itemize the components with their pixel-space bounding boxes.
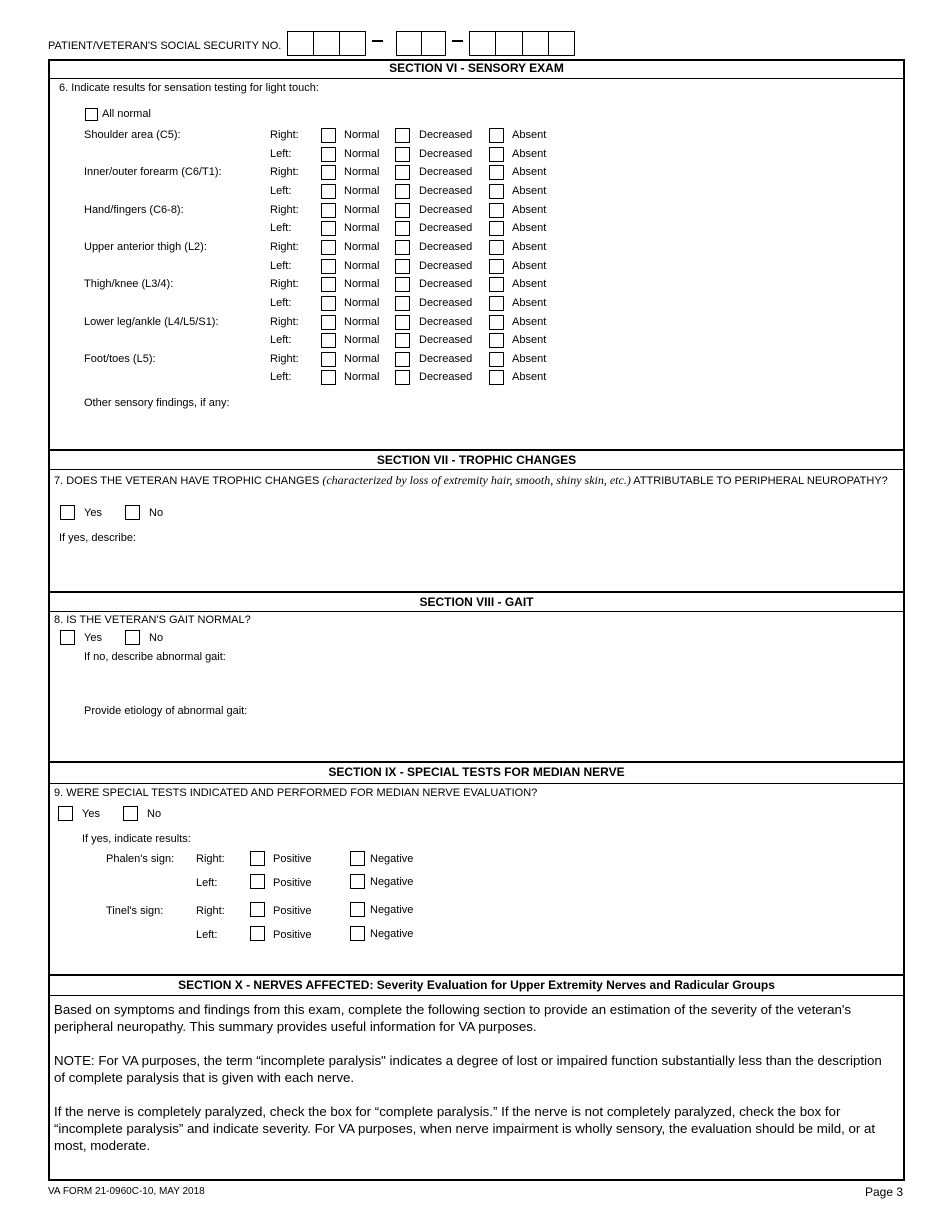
- median-yes-checkbox[interactable]: [58, 806, 73, 821]
- sensory-area-label: Lower leg/ankle (L4/L5/S1):: [84, 316, 219, 328]
- all-normal-checkbox[interactable]: [85, 108, 98, 121]
- all-normal-label: All normal: [102, 108, 151, 120]
- absent-label: Absent: [512, 316, 547, 328]
- side-label-right: Right:: [270, 278, 299, 290]
- negative-label: Negative: [370, 853, 414, 865]
- gait-etiology-label: Provide etiology of abnormal gait:: [84, 705, 248, 717]
- sensory-right-normal-checkbox[interactable]: [321, 203, 336, 218]
- normal-label: Normal: [344, 148, 380, 160]
- positive-label: Positive: [273, 853, 312, 865]
- median-if-yes-label: If yes, indicate results:: [82, 833, 191, 845]
- sensory-left-decreased-checkbox[interactable]: [395, 221, 410, 236]
- side-label-right: Right:: [270, 241, 299, 253]
- section-7-question: 7. DOES THE VETERAN HAVE TROPHIC CHANGES (characterized by loss of extremity hair, smooth, shiny skin, etc.) ATTRIBUTABLE TO PERIPHERAL NEUROPATHY?: [54, 473, 888, 487]
- section-6-title: SECTION VI - SENSORY EXAM: [389, 61, 564, 75]
- tinel-label: Tinel's sign:: [106, 905, 164, 917]
- sensory-right-absent-checkbox[interactable]: [489, 315, 504, 330]
- absent-label: Absent: [512, 185, 547, 197]
- sensory-left-decreased-checkbox[interactable]: [395, 370, 410, 385]
- sensory-right-normal-checkbox[interactable]: [321, 315, 336, 330]
- sensory-area-label: Hand/fingers (C6-8):: [84, 204, 184, 216]
- normal-label: Normal: [344, 260, 380, 272]
- section-10-note: NOTE: For VA purposes, the term “incomplete paralysis" indicates a degree of lost or impaired function substantially less than the description of complete paralysis that is given with each nerve.: [54, 1053, 882, 1085]
- normal-label: Normal: [344, 353, 380, 365]
- absent-label: Absent: [512, 353, 547, 365]
- median-yes-label: Yes: [82, 808, 100, 820]
- sensory-area-label: Thigh/knee (L3/4):: [84, 278, 174, 290]
- sensory-right-decreased-checkbox[interactable]: [395, 128, 410, 143]
- positive-label: Positive: [273, 905, 312, 917]
- ssn-field-part2[interactable]: [396, 31, 446, 56]
- sensory-right-decreased-checkbox[interactable]: [395, 203, 410, 218]
- sensory-left-decreased-checkbox[interactable]: [395, 147, 410, 162]
- sensory-area-label: Foot/toes (L5):: [84, 353, 156, 365]
- absent-label: Absent: [512, 166, 547, 178]
- ssn-field-part3[interactable]: [469, 31, 575, 56]
- decreased-label: Decreased: [419, 371, 473, 383]
- normal-label: Normal: [344, 334, 380, 346]
- sensory-right-absent-checkbox[interactable]: [489, 277, 504, 292]
- sensory-left-absent-checkbox[interactable]: [489, 221, 504, 236]
- gait-no-checkbox[interactable]: [125, 630, 140, 645]
- normal-label: Normal: [344, 129, 380, 141]
- negative-label: Negative: [370, 928, 414, 940]
- sensory-left-normal-checkbox[interactable]: [321, 147, 336, 162]
- normal-label: Normal: [344, 185, 380, 197]
- normal-label: Normal: [344, 316, 380, 328]
- absent-label: Absent: [512, 371, 547, 383]
- sensory-area-label: Shoulder area (C5):: [84, 129, 181, 141]
- ssn-dash: [452, 40, 463, 42]
- absent-label: Absent: [512, 129, 547, 141]
- sensory-right-normal-checkbox[interactable]: [321, 277, 336, 292]
- sensory-right-absent-checkbox[interactable]: [489, 240, 504, 255]
- absent-label: Absent: [512, 334, 547, 346]
- sensory-right-decreased-checkbox[interactable]: [395, 352, 410, 367]
- sensory-left-decreased-checkbox[interactable]: [395, 296, 410, 311]
- section-8-title: SECTION VIII - GAIT: [419, 595, 534, 609]
- normal-label: Normal: [344, 278, 380, 290]
- absent-label: Absent: [512, 278, 547, 290]
- sensory-left-absent-checkbox[interactable]: [489, 147, 504, 162]
- normal-label: Normal: [344, 204, 380, 216]
- trophic-yes-checkbox[interactable]: [60, 505, 75, 520]
- sensory-right-decreased-checkbox[interactable]: [395, 240, 410, 255]
- section-9-question: 9. WERE SPECIAL TESTS INDICATED AND PERFORMED FOR MEDIAN NERVE EVALUATION?: [54, 787, 538, 799]
- normal-label: Normal: [344, 241, 380, 253]
- sensory-left-decreased-checkbox[interactable]: [395, 184, 410, 199]
- positive-label: Positive: [273, 929, 312, 941]
- absent-label: Absent: [512, 222, 547, 234]
- decreased-label: Decreased: [419, 148, 473, 160]
- normal-label: Normal: [344, 166, 380, 178]
- decreased-label: Decreased: [419, 222, 473, 234]
- absent-label: Absent: [512, 204, 547, 216]
- sensory-right-absent-checkbox[interactable]: [489, 352, 504, 367]
- sensory-left-absent-checkbox[interactable]: [489, 184, 504, 199]
- gait-yes-checkbox[interactable]: [60, 630, 75, 645]
- side-label-right: Right:: [270, 353, 299, 365]
- sensory-left-absent-checkbox[interactable]: [489, 259, 504, 274]
- tinel-right-label: Right:: [196, 905, 225, 917]
- decreased-label: Decreased: [419, 185, 473, 197]
- phalen-right-negative-checkbox[interactable]: [350, 851, 365, 866]
- negative-label: Negative: [370, 904, 414, 916]
- other-sensory-label: Other sensory findings, if any:: [84, 397, 230, 409]
- absent-label: Absent: [512, 297, 547, 309]
- decreased-label: Decreased: [419, 166, 473, 178]
- ssn-label: PATIENT/VETERAN'S SOCIAL SECURITY NO.: [48, 40, 282, 52]
- decreased-label: Decreased: [419, 260, 473, 272]
- side-label-right: Right:: [270, 316, 299, 328]
- sensory-right-normal-checkbox[interactable]: [321, 352, 336, 367]
- ssn-dash: [372, 40, 383, 42]
- negative-label: Negative: [370, 876, 414, 888]
- positive-label: Positive: [273, 877, 312, 889]
- normal-label: Normal: [344, 297, 380, 309]
- sensory-left-decreased-checkbox[interactable]: [395, 333, 410, 348]
- side-label-right: Right:: [270, 129, 299, 141]
- sensory-left-normal-checkbox[interactable]: [321, 184, 336, 199]
- section-10-intro: Based on symptoms and findings from this exam, complete the following section to provide an estimation of the severity of the veteran's peripheral neuropathy. This summary provides useful information for VA purposes.: [54, 1002, 852, 1034]
- side-label-left: Left:: [270, 222, 292, 234]
- sensory-right-absent-checkbox[interactable]: [489, 203, 504, 218]
- phalen-right-label: Right:: [196, 853, 225, 865]
- sensory-right-decreased-checkbox[interactable]: [395, 315, 410, 330]
- gait-yes-label: Yes: [84, 632, 102, 644]
- decreased-label: Decreased: [419, 297, 473, 309]
- decreased-label: Decreased: [419, 129, 473, 141]
- absent-label: Absent: [512, 260, 547, 272]
- median-no-checkbox[interactable]: [123, 806, 138, 821]
- tinel-left-positive-checkbox[interactable]: [250, 926, 265, 941]
- side-label-left: Left:: [270, 297, 292, 309]
- sensory-left-normal-checkbox[interactable]: [321, 259, 336, 274]
- normal-label: Normal: [344, 222, 380, 234]
- phalen-left-positive-checkbox[interactable]: [250, 874, 265, 889]
- trophic-yes-label: Yes: [84, 507, 102, 519]
- phalen-left-negative-checkbox[interactable]: [350, 874, 365, 889]
- sensory-left-normal-checkbox[interactable]: [321, 333, 336, 348]
- tinel-right-positive-checkbox[interactable]: [250, 902, 265, 917]
- sensory-left-absent-checkbox[interactable]: [489, 370, 504, 385]
- section-8-question: 8. IS THE VETERAN'S GAIT NORMAL?: [54, 614, 251, 626]
- sensory-right-decreased-checkbox[interactable]: [395, 165, 410, 180]
- side-label-left: Left:: [270, 185, 292, 197]
- sensory-right-absent-checkbox[interactable]: [489, 165, 504, 180]
- section-6-question: 6. Indicate results for sensation testing for light touch:: [59, 82, 319, 94]
- sensory-left-absent-checkbox[interactable]: [489, 333, 504, 348]
- sensory-area-label: Inner/outer forearm (C6/T1):: [84, 166, 222, 178]
- page-number: Page 3: [865, 1185, 904, 1199]
- sensory-left-normal-checkbox[interactable]: [321, 370, 336, 385]
- decreased-label: Decreased: [419, 204, 473, 216]
- absent-label: Absent: [512, 241, 547, 253]
- sensory-right-absent-checkbox[interactable]: [489, 128, 504, 143]
- side-label-left: Left:: [270, 334, 292, 346]
- normal-label: Normal: [344, 371, 380, 383]
- form-id: VA FORM 21-0960C-10, MAY 2018: [48, 1186, 205, 1197]
- decreased-label: Decreased: [419, 278, 473, 290]
- sensory-left-absent-checkbox[interactable]: [489, 296, 504, 311]
- tinel-right-negative-checkbox[interactable]: [350, 902, 365, 917]
- tinel-left-negative-checkbox[interactable]: [350, 926, 365, 941]
- trophic-no-checkbox[interactable]: [125, 505, 140, 520]
- side-label-left: Left:: [270, 148, 292, 160]
- sensory-right-decreased-checkbox[interactable]: [395, 277, 410, 292]
- section-9-title: SECTION IX - SPECIAL TESTS FOR MEDIAN NERVE: [328, 765, 625, 779]
- section-10-instructions: If the nerve is completely paralyzed, check the box for “complete paralysis.” If the nerve is not completely paralyzed, check the box for “incomplete paralysis” and indicate severity. For VA purposes, when nerve impairment is wholly sensory, the evaluation should be mild, or at most, moderate.: [54, 1104, 876, 1153]
- median-no-label: No: [147, 808, 162, 820]
- tinel-left-label: Left:: [196, 929, 218, 941]
- side-label-right: Right:: [270, 166, 299, 178]
- phalen-right-positive-checkbox[interactable]: [250, 851, 265, 866]
- decreased-label: Decreased: [419, 353, 473, 365]
- gait-no-label: No: [149, 632, 164, 644]
- trophic-no-label: No: [149, 507, 164, 519]
- section-10-title: SECTION X - NERVES AFFECTED: Severity Evaluation for Upper Extremity Nerves and Radicular Groups: [178, 978, 775, 992]
- side-label-left: Left:: [270, 371, 292, 383]
- phalen-left-label: Left:: [196, 877, 218, 889]
- trophic-describe-label: If yes, describe:: [59, 532, 137, 544]
- section-7-title: SECTION VII - TROPHIC CHANGES: [376, 453, 577, 467]
- decreased-label: Decreased: [419, 334, 473, 346]
- side-label-left: Left:: [270, 260, 292, 272]
- sensory-left-normal-checkbox[interactable]: [321, 296, 336, 311]
- decreased-label: Decreased: [419, 241, 473, 253]
- sensory-left-normal-checkbox[interactable]: [321, 221, 336, 236]
- sensory-right-normal-checkbox[interactable]: [321, 128, 336, 143]
- sensory-area-label: Upper anterior thigh (L2):: [84, 241, 207, 253]
- decreased-label: Decreased: [419, 316, 473, 328]
- gait-describe-label: If no, describe abnormal gait:: [84, 651, 226, 663]
- side-label-right: Right:: [270, 204, 299, 216]
- sensory-right-normal-checkbox[interactable]: [321, 240, 336, 255]
- sensory-right-normal-checkbox[interactable]: [321, 165, 336, 180]
- sensory-left-decreased-checkbox[interactable]: [395, 259, 410, 274]
- absent-label: Absent: [512, 148, 547, 160]
- phalen-label: Phalen's sign:: [106, 853, 175, 865]
- ssn-field-part1[interactable]: [287, 31, 366, 56]
